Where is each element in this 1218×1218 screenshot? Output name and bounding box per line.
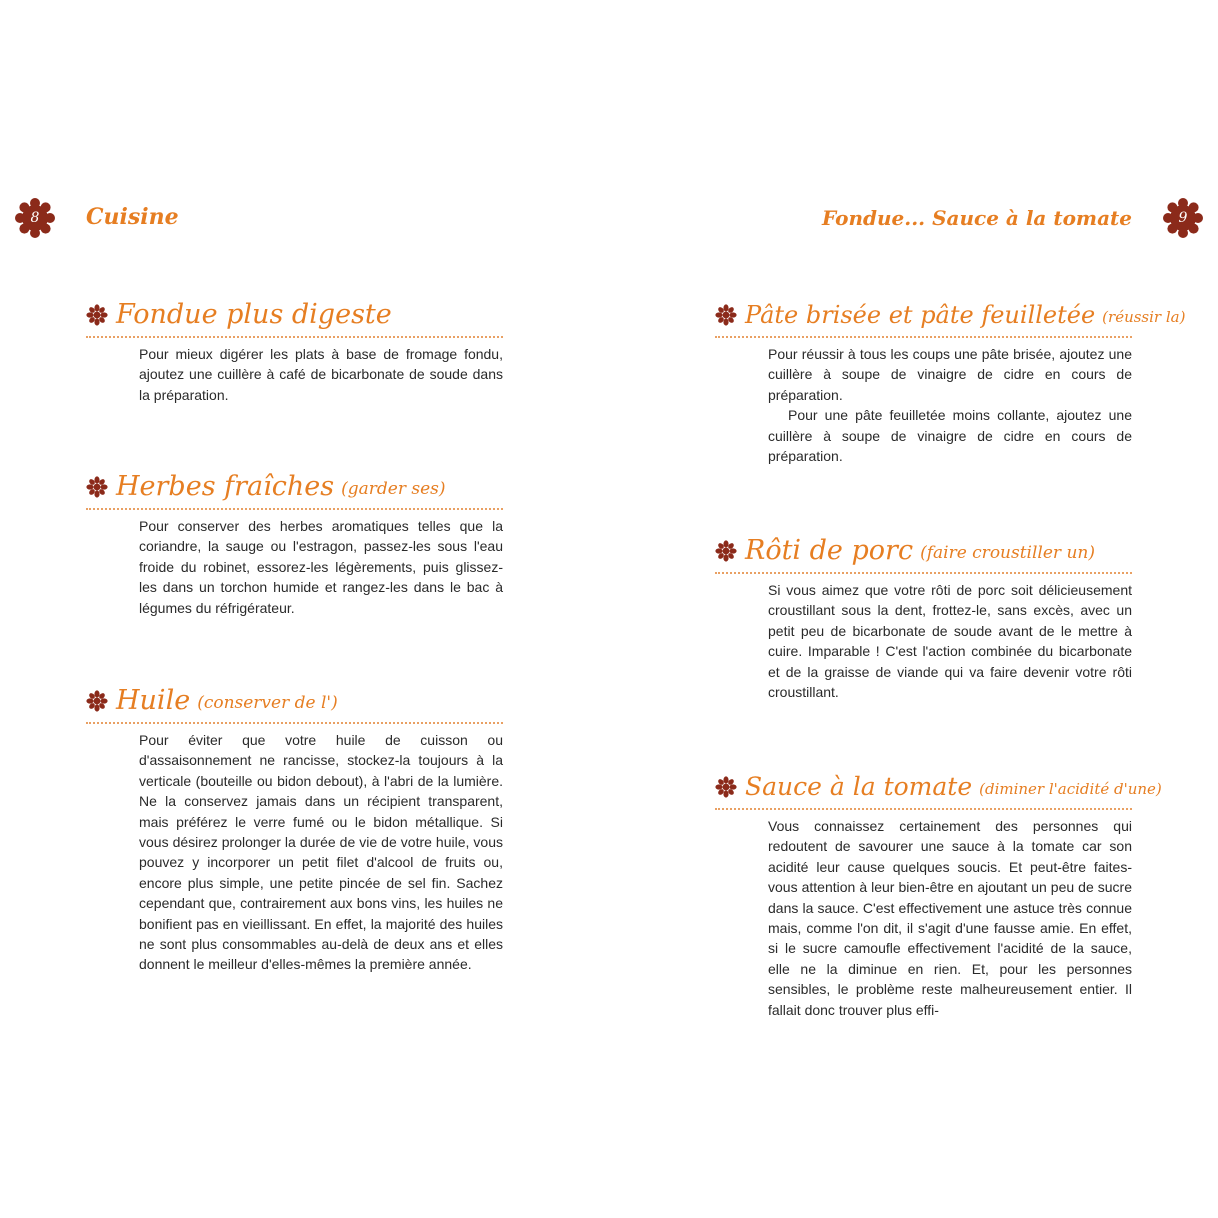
section-heading (86, 298, 503, 338)
right-page (609, 0, 1218, 1218)
section-title: Sauce à la tomate (745, 772, 973, 801)
section-subtitle: (diminer l'acidité d'une) (979, 780, 1162, 798)
paragraph: Si vous aimez que votre rôti de porc soit délicieusement croustillant sous la dent, frottez-le, sans excès, avec un petit peu de bicarbonate de soude avant de le mettre à cuire. Imparable ! C'est l'action combinée du bicarbonate et de la graisse de viande qui va faire devenir votre rôti croustillant. (768, 582, 1132, 701)
section-sauce (715, 770, 1162, 1020)
page-number: 8 (30, 210, 40, 226)
flower-icon (715, 540, 737, 562)
section-title: Herbes fraîches (116, 471, 335, 502)
section-title: Rôti de porc (745, 535, 914, 566)
section-heading (715, 534, 1132, 574)
running-head: Fondue... Sauce à la tomate (822, 206, 1132, 230)
section-herbes (86, 470, 503, 618)
section-body (139, 344, 503, 405)
section-huile (86, 684, 503, 975)
paragraph: Pour éviter que votre huile de cuisson ou d'assaisonnement ne rancisse, stockez-la toujours à la verticale (bouteille ou bidon debout), à l'abri de la lumière. Ne la conservez jamais dans un récipient transparent, mais préférez le verre fumé ou le bidon métallique. Si vous désirez prolonger la durée de vie de votre huile, vous pouvez y incorporer un petit filet d'alcool de fruits ou, encore plus simple, une petite pincée de sel fin. Sachez cependant que, contrairement aux bons vins, les huiles ne bonifient pas en vieillissant. En effet, la majorité des huiles ne sont plus consommables au-delà de deux ans et elles donnent le meilleur d'elles-mêmes la première année. (139, 732, 503, 973)
page-number: 9 (1178, 210, 1188, 226)
section-subtitle: (faire croustiller un) (920, 543, 1095, 563)
section-heading (86, 470, 503, 510)
flower-icon (715, 304, 737, 326)
section-body (768, 816, 1132, 1020)
section-title: Fondue plus digeste (116, 299, 392, 330)
section-heading (715, 770, 1162, 810)
paragraph: Pour une pâte feuilletée moins collante, ajoutez une cuillère à soupe de vinaigre de cidre en cours de préparation. (768, 407, 1132, 465)
flower-icon (715, 776, 737, 798)
section-body (768, 580, 1132, 702)
flower-icon (86, 476, 108, 498)
paragraph: Pour réussir à tous les coups une pâte brisée, ajoutez une cuillère à soupe de vinaigre de cidre en cours de préparation. (768, 346, 1132, 403)
paragraph: Pour conserver des herbes aromatiques telles que la coriandre, la sauge ou l'estragon, passez-les sous l'eau froide du robinet, essorez-les légèrements, puis glissez-les dans un torchon humide et rangez-les dans le bac à légumes du réfrigérateur. (139, 518, 503, 616)
section-body (139, 730, 503, 975)
section-title: Huile (116, 685, 191, 716)
section-subtitle: (réussir la) (1102, 308, 1186, 326)
flower-icon (86, 690, 108, 712)
section-body (768, 344, 1132, 466)
running-head: Cuisine (86, 204, 179, 230)
section-pate (715, 298, 1186, 466)
page-number-badge (15, 198, 55, 238)
section-subtitle: (conserver de l') (197, 693, 338, 713)
flower-icon (86, 304, 108, 326)
section-subtitle: (garder ses) (341, 479, 446, 499)
section-fondue (86, 298, 503, 405)
paragraph: Pour mieux digérer les plats à base de fromage fondu, ajoutez une cuillère à café de bicarbonate de soude dans la préparation. (139, 346, 503, 403)
section-heading (715, 298, 1186, 338)
paragraph: Vous connaissez certainement des personnes qui redoutent de savourer une sauce à la tomate car son acidité leur cause quelques soucis. Et peut-être faites-vous attention à leur bien-être en ajoutant un peu de sucre dans la sauce. C'est effectivement une astuce très connue mais, comme l'on dit, il s'agit d'une fausse amie. En effet, si le sucre camoufle effectivement l'acidité de la sauce, elle ne la diminue en rien. Et, pour les personnes sensibles, le problème reste malheureusement entier. Il fallait donc trouver plus effi- (768, 818, 1132, 1018)
page-number-badge (1163, 198, 1203, 238)
section-roti (715, 534, 1132, 702)
section-title: Pâte brisée et pâte feuilletée (745, 301, 1096, 329)
section-body (139, 516, 503, 618)
section-heading (86, 684, 503, 724)
